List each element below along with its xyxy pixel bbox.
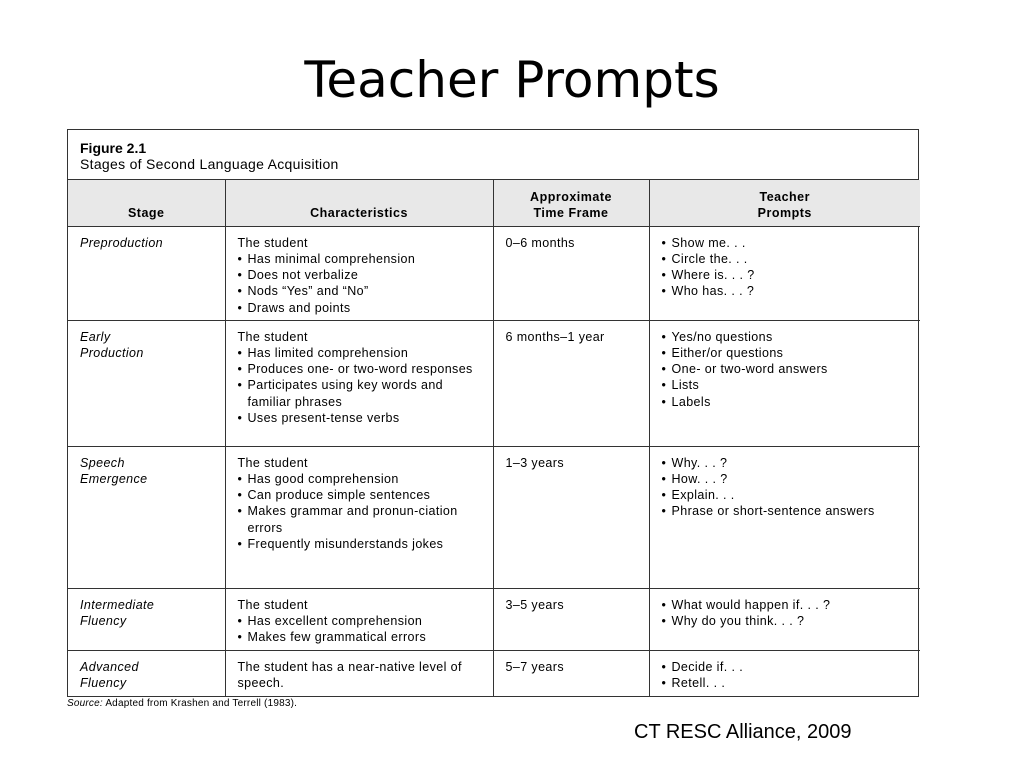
source-text: Adapted from Krashen and Terrell (1983). — [105, 698, 298, 709]
characteristics-cell — [225, 320, 493, 446]
header-characteristics: Characteristics — [225, 180, 493, 226]
header-teacher-prompts: Teacher Prompts — [649, 180, 920, 226]
table-header-row — [68, 180, 920, 226]
list-item: • Draws and points — [238, 300, 483, 316]
list-item: • Either/or questions — [662, 345, 911, 361]
slide-credit: CT RESC Alliance, 2009 — [634, 721, 852, 743]
prompts-cell — [649, 650, 920, 696]
time-frame-cell: 1–3 years — [493, 446, 649, 588]
list-item: • Has good comprehension — [238, 471, 483, 487]
slide-title: Teacher Prompts — [304, 51, 720, 109]
stage-cell: Preproduction — [68, 226, 225, 320]
list-item: • What would happen if. . . ? — [662, 597, 911, 613]
list-item: • Explain. . . — [662, 487, 911, 503]
table-row — [68, 588, 920, 650]
prompts-cell — [649, 446, 920, 588]
characteristics-cell — [225, 446, 493, 588]
list-item: • Has minimal comprehension — [238, 251, 483, 267]
characteristics-intro: The student — [237, 235, 308, 250]
stages-table — [68, 180, 920, 696]
characteristics-cell — [225, 588, 493, 650]
list-item: • How. . . ? — [662, 471, 911, 487]
stage-cell: Advanced Fluency — [68, 650, 225, 696]
list-item: • Decide if. . . — [662, 659, 911, 675]
list-item: • Can produce simple sentences — [238, 487, 483, 503]
list-item: • Labels — [662, 394, 911, 410]
stage-cell: Intermediate Fluency — [68, 588, 225, 650]
list-item: • Frequently misunderstands jokes — [238, 536, 483, 552]
list-item: • Has limited comprehension — [238, 345, 483, 361]
time-frame-cell: 5–7 years — [493, 650, 649, 696]
time-frame-cell: 0–6 months — [493, 226, 649, 320]
figure-table-container — [67, 129, 919, 697]
characteristics-intro: The student — [237, 329, 308, 344]
list-item: • Show me. . . — [662, 235, 911, 251]
prompts-cell — [649, 320, 920, 446]
figure-source — [67, 698, 297, 709]
list-item: • Lists — [662, 377, 911, 393]
list-item: • Does not verbalize — [238, 267, 483, 283]
characteristics-intro: The student — [237, 455, 308, 470]
table-row — [68, 320, 920, 446]
list-item: • Participates using key words and familiar phrases — [238, 377, 483, 410]
characteristics-cell — [225, 650, 493, 696]
list-item: • Circle the. . . — [662, 251, 911, 267]
prompts-cell — [649, 588, 920, 650]
list-item: • Has excellent comprehension — [238, 613, 483, 629]
stage-cell: Speech Emergence — [68, 446, 225, 588]
characteristics-intro: The student has a near-native level of speech. — [237, 659, 462, 690]
header-time-frame: Approximate Time Frame — [493, 180, 649, 226]
list-item: • Why. . . ? — [662, 455, 911, 471]
list-item: • Why do you think. . . ? — [662, 613, 911, 629]
list-item: • One- or two-word answers — [662, 361, 911, 377]
source-label: Source: — [67, 698, 103, 709]
list-item: • Retell. . . — [662, 675, 911, 691]
time-frame-cell: 6 months–1 year — [493, 320, 649, 446]
characteristics-intro: The student — [237, 597, 308, 612]
list-item: • Makes grammar and pronun-ciation errors — [238, 503, 483, 536]
figure-number: Figure 2.1 — [80, 140, 147, 156]
list-item: • Makes few grammatical errors — [238, 629, 483, 645]
stage-cell: Early Production — [68, 320, 225, 446]
list-item: • Yes/no questions — [662, 329, 911, 345]
figure-header — [68, 130, 918, 180]
list-item: • Produces one- or two-word responses — [238, 361, 483, 377]
list-item: • Where is. . . ? — [662, 267, 911, 283]
list-item: • Uses present-tense verbs — [238, 410, 483, 426]
list-item: • Nods “Yes” and “No” — [238, 283, 483, 299]
table-row — [68, 650, 920, 696]
prompts-cell — [649, 226, 920, 320]
table-row — [68, 446, 920, 588]
list-item: • Phrase or short-sentence answers — [662, 503, 911, 519]
table-row — [68, 226, 920, 320]
list-item: • Who has. . . ? — [662, 283, 911, 299]
header-stage: Stage — [68, 180, 225, 226]
characteristics-cell — [225, 226, 493, 320]
time-frame-cell: 3–5 years — [493, 588, 649, 650]
figure-caption: Stages of Second Language Acquisition — [80, 156, 339, 172]
